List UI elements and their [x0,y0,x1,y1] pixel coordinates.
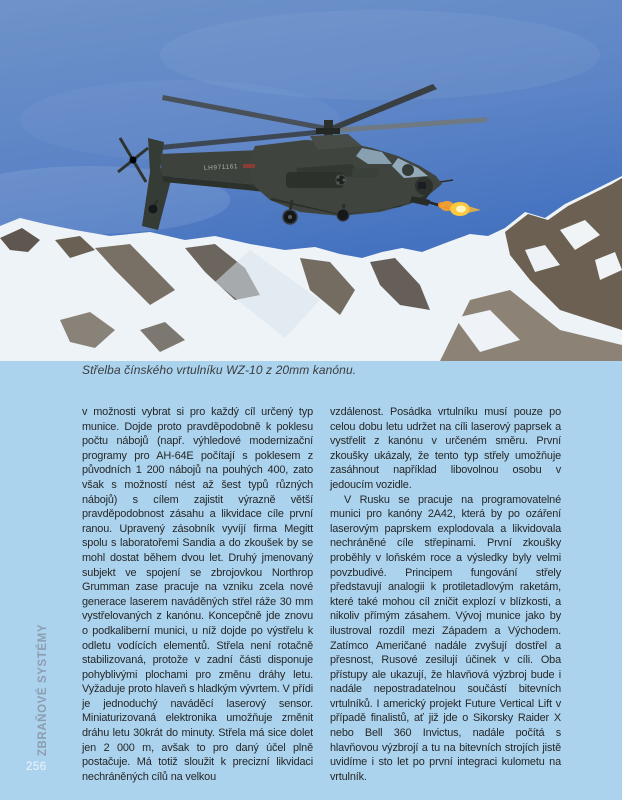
paragraph: V Rusku se pracuje na programovatelné munici pro kanóny 2A42, která by po ozáření laserovým paprskem explodovala a likvidovala nechráněné cíle střepinami. První zkoušky proběhly v loňském roce a výsledky byly velmi povzbudivé. Principem fungování střely představují analogii k protiletadlovým raketám, které také mohou cíl zničit explozí v blízkosti, a nikoliv přímým zásahem. Vývoj munice jako by ilustroval rozdíl mezi Západem a Východem. Zatímco Američané nadále zvyšují dostřel a přesnost, Rusové zesilují účinek v cíli. Oba přístupy ale ukazují, že hlavňová výzbroj bude i nadále nepostradatelnou součástí bitevních vrtulníků. I americký projekt Future Vertical Lift v případě finalistů, ať již jde o Sikorsky Raider X nebo Bell 360 Invictus, nadále počítá s hlavňovou výzbrojí a tu na bitevních strojích jistě uvidíme i sto let po první integraci kulometu na vrtulník. [330,493,561,783]
helicopter-registration: LH971161 [203,163,239,172]
sight-ball [402,164,414,176]
section-label-vertical: ZBRAŇOVÉ SYSTÉMY [37,623,49,757]
missile-rail [352,168,378,178]
paragraph: vzdálenost. Posádka vrtulníku musí pouze po celou dobu letu udržet na cíli laserový paprsek a vystřelit z kanónu v určeném směru. První zkoušky ukázaly, že tento typ střely umožňuje zasáhnout například libovolnou osobu v jedoucím vozidle. [330,406,561,491]
helicopter-photo [0,0,622,361]
paragraph: v možnosti vybrat si pro každý cíl určený typ munice. Dojde proto pravděpodobně k poklesu počtu nábojů (např. výhledové modernizační programy pro AH-64E počítají s poklesem z původních 1 200 nábojů na pouhých 400, zato však s možností nést až šest typů různých nábojů) s cílem zajistit výrazně větší pravděpodobnost zásahu a likvidace cíle první ranou. Upravený zásobník vyvíjí firma Megitt spolu s laboratořemi Sandia a do zkoušek by se mohl dostat během dvou let. Druhý jmenovaný subjekt ve spojení se zbrojovkou Northrop Grumman zase pracuje na vzniku zcela nové generace laserem naváděných střel ráže 30 mm vystřelovaných z kanónu. Koncepčně jde znovu o podkaliberní munici, u níž dojde po výstřelu k odletu vodících elementů. Střela není rotačně stabilizovaná, protože v zadní části disponuje pohyblivými plochami pro změnu dráhy letu. Vyžaduje proto hlaveň s hladkým vývrtem. V přídi je jednoduchý naváděcí laserový sensor. Miniaturizovaná elektronika umožňuje změnit dráhu letu 30krát do minuty. Střela má sice dolet jen 2 000 m, avšak to pro daný účel plně postačuje. Má totiž sloužit k precizní likvidaci nechráněných cílů na velkou [82,406,313,783]
article-column-left [82,405,313,784]
fuselage-insignia [243,164,255,168]
photo-caption: Střelba čínského vrtulníku WZ-10 z 20mm kanónu. [82,363,357,377]
rocket-pod [286,172,344,188]
page-number: 256 [26,761,47,773]
article-column-right [330,405,561,784]
photo-illustration [0,0,622,361]
article-body [82,405,561,784]
